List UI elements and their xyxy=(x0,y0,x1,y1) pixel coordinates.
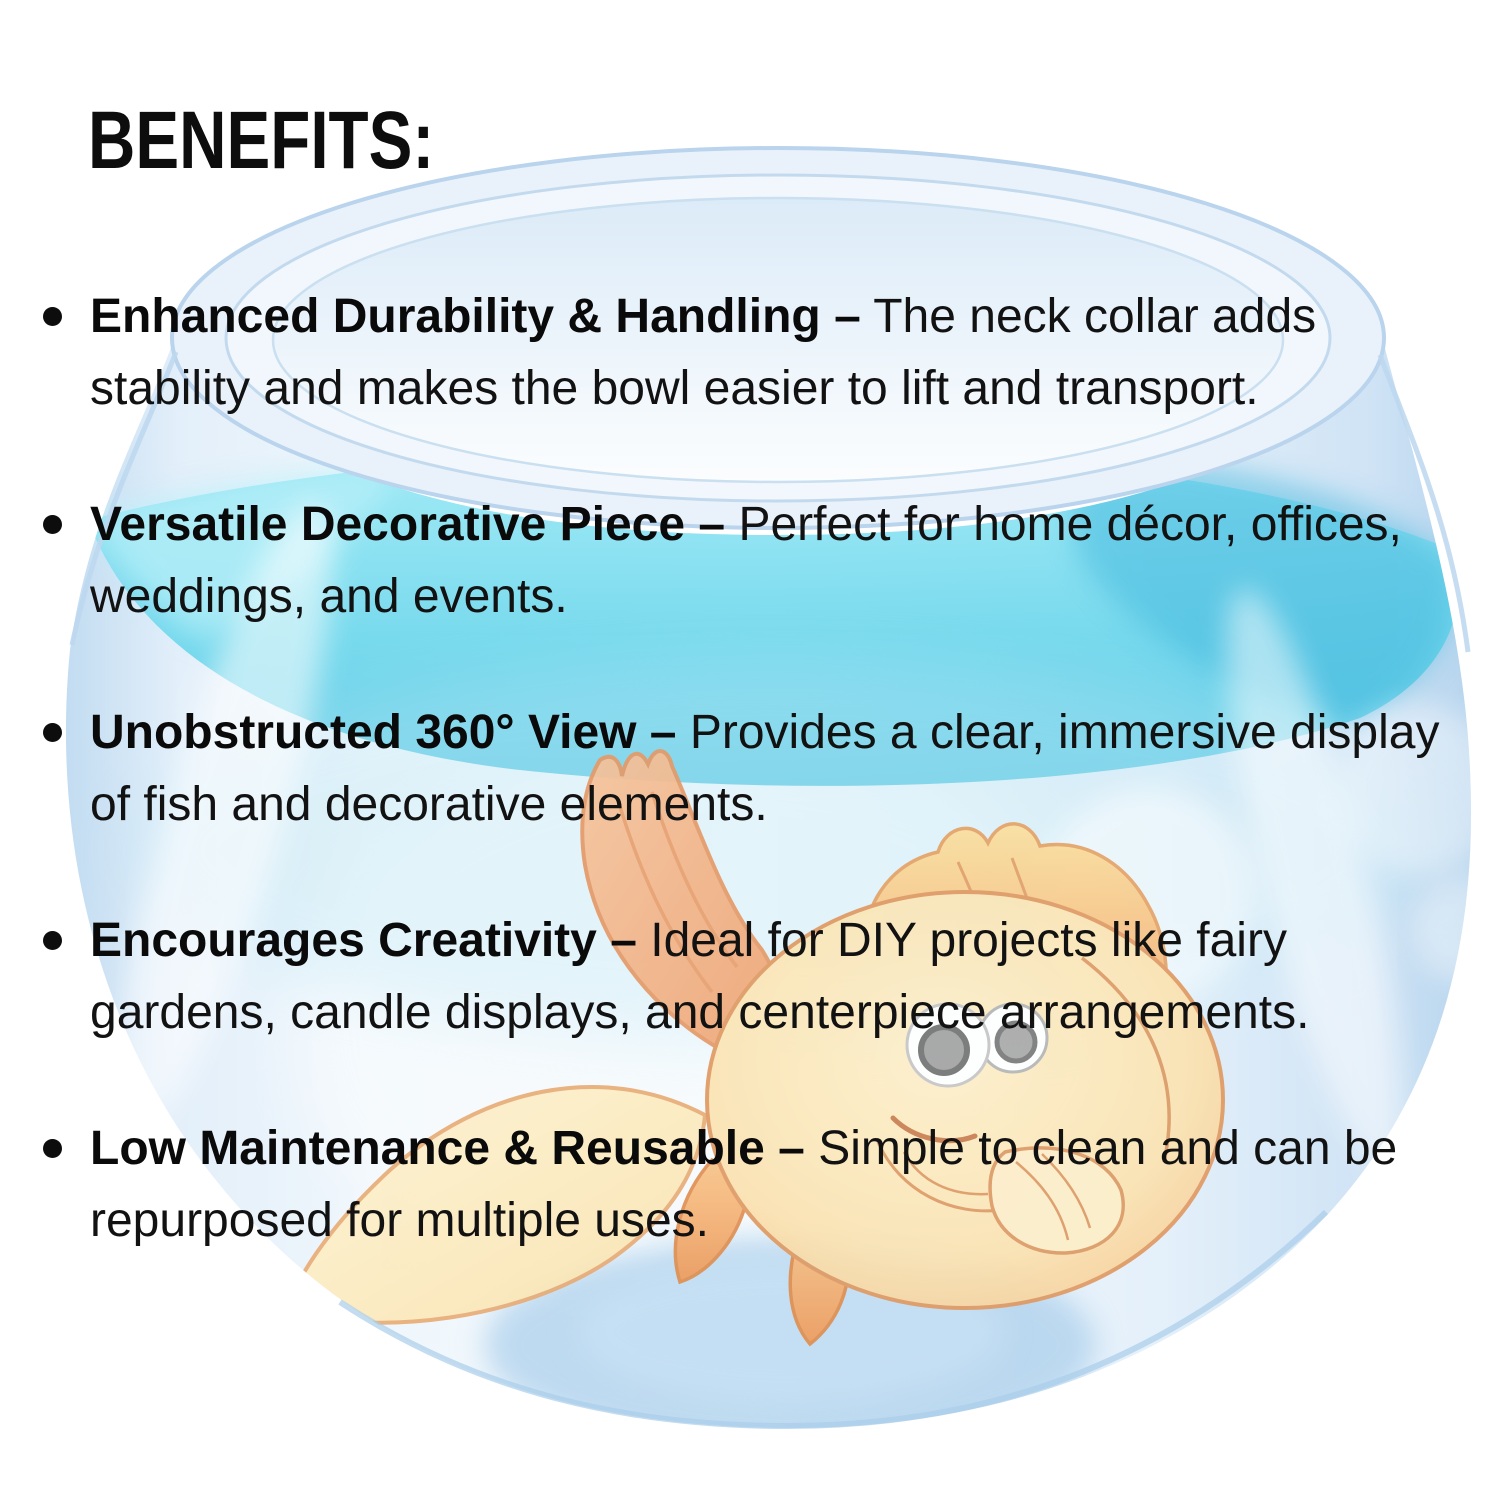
benefit-item-decorative xyxy=(90,489,1445,633)
benefit-item-view xyxy=(90,697,1445,841)
benefit-item-maintenance xyxy=(90,1113,1445,1257)
benefit-item-creativity xyxy=(90,905,1445,1049)
benefit-text: Provides a clear, immersive display of fish and decorative elements. xyxy=(90,706,1440,831)
benefit-text: Simple to clean and can be repurposed for multiple uses. xyxy=(90,1122,1398,1247)
benefit-lead: Enhanced Durability & Handling – xyxy=(90,290,861,343)
benefit-text: Perfect for home décor, offices, weddings, and events. xyxy=(90,498,1402,623)
benefits-list xyxy=(90,281,1445,1321)
page-title: BENEFITS: xyxy=(88,95,435,186)
benefit-lead: Encourages Creativity – xyxy=(90,914,637,967)
benefit-item-durability xyxy=(90,281,1445,425)
benefit-lead: Unobstructed 360° View – xyxy=(90,706,677,759)
benefit-lead: Versatile Decorative Piece – xyxy=(90,498,726,551)
benefit-lead: Low Maintenance & Reusable – xyxy=(90,1122,805,1175)
benefit-text: Ideal for DIY projects like fairy gardens, candle displays, and centerpiece arrangements. xyxy=(90,914,1310,1039)
benefit-text: The neck collar adds stability and makes the bowl easier to lift and transport. xyxy=(90,290,1317,415)
